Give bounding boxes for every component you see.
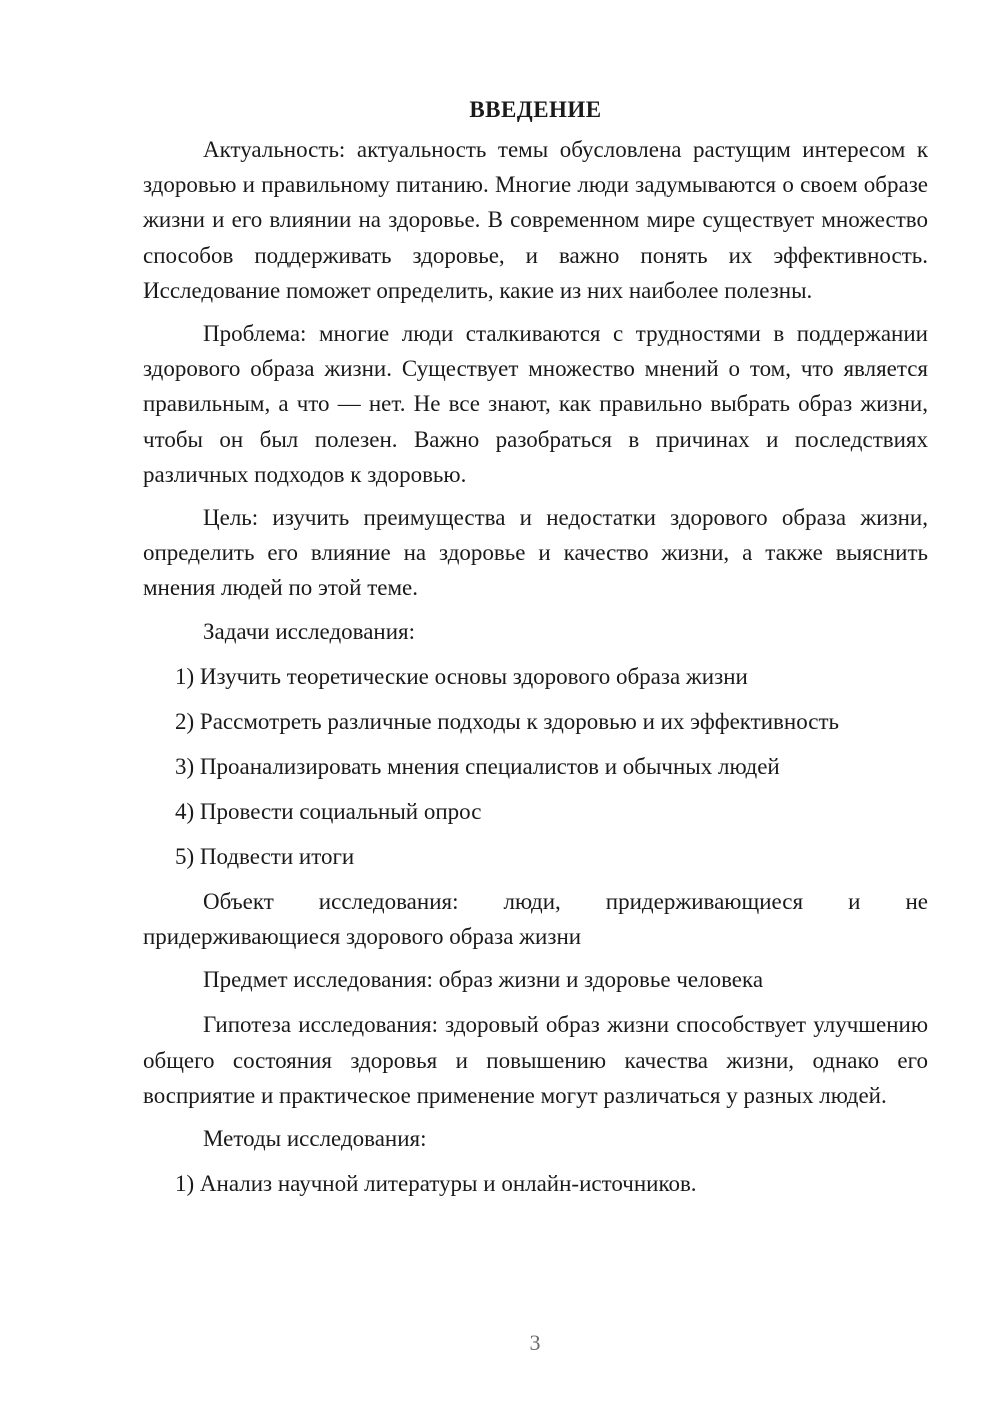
page-number: 3 — [529, 1330, 541, 1355]
tasks-heading: Задачи исследования: — [203, 618, 416, 644]
goal-paragraph: Цель: изучить преимущества и недостатки здорового образа жизни, определить его влияние на здоровье и качество жизни, а также выяснить мнения людей по этой теме. — [143, 505, 928, 601]
hypothesis-paragraph: Гипотеза исследования: здоровый образ жизни способствует улучшению общего состояния здоровья и повышению качества жизни, однако его восприятие и практическое применение могут различаться у разных людей. — [143, 1012, 928, 1108]
method-item: 1) Анализ научной литературы и онлайн-источников. — [175, 1171, 697, 1197]
tasks-list — [143, 659, 928, 874]
object-paragraph: Объект исследования: люди, придерживающиеся и не придерживающиеся здорового образа жизни — [143, 888, 928, 950]
methods-heading: Методы исследования: — [203, 1126, 427, 1152]
problem-paragraph: Проблема: многие люди сталкиваются с трудностями в поддержании здорового образа жизни. Существует множество мнений о том, что является правильным, а что — нет. Не все знают, как правильно выбрать образ жизни, чтобы он был полезен. Важно разобраться в причинах и последствиях различных подходов к здоровью. — [143, 321, 928, 487]
task-item: 4) Провести социальный опрос — [175, 798, 482, 824]
task-item: 2) Рассмотреть различные подходы к здоровью и их эффективность — [175, 708, 840, 734]
task-item: 5) Подвести итоги — [175, 843, 355, 869]
page-content — [143, 92, 928, 1211]
relevance-paragraph: Актуальность: актуальность темы обусловлена растущим интересом к здоровью и правильному питанию. Многие люди задумываются о своем образе жизни и его влиянии на здоровье. В современном мире существует множество способов поддерживать здоровье, и важно понять их эффективность. Исследование поможет определить, какие из них наиболее полезны. — [143, 137, 928, 303]
subject-paragraph: Предмет исследования: образ жизни и здоровье человека — [203, 967, 764, 993]
task-item: 3) Проанализировать мнения специалистов и обычных людей — [175, 753, 780, 779]
methods-list — [143, 1166, 928, 1201]
section-title: ВВЕДЕНИЕ — [469, 97, 602, 122]
task-item: 1) Изучить теоретические основы здорового образа жизни — [175, 663, 748, 689]
